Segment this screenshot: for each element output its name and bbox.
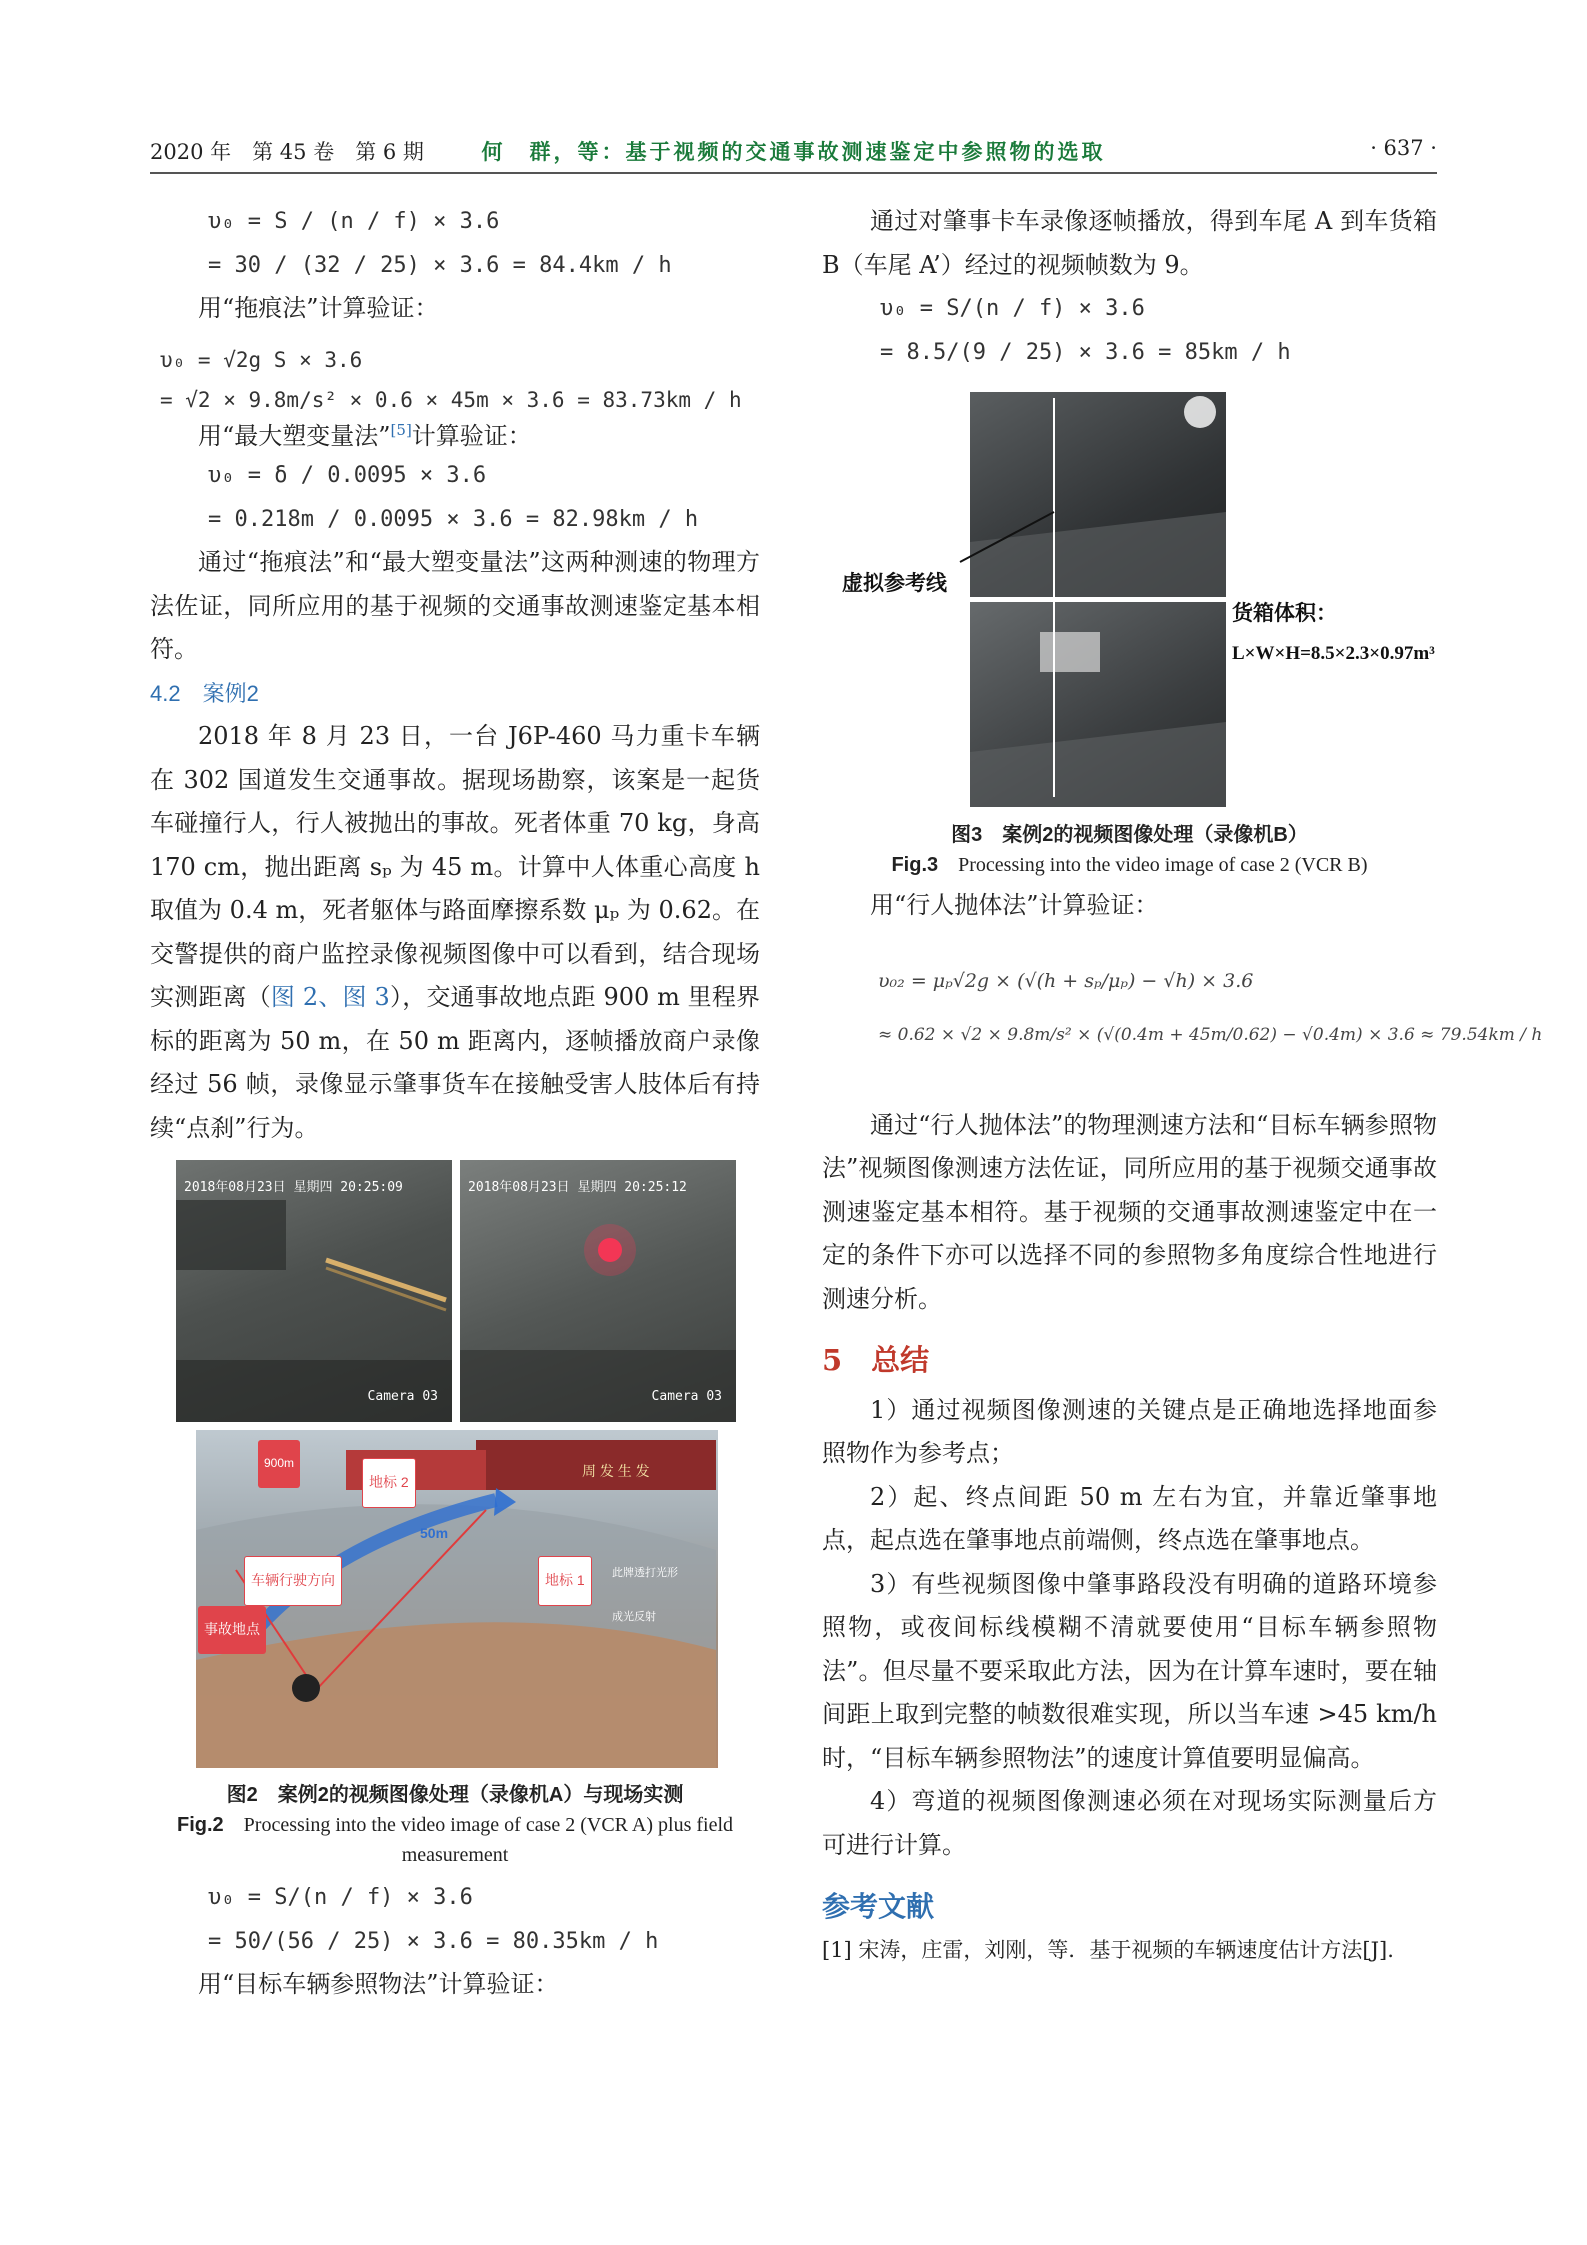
- label-virtual-line: 虚拟参考线: [842, 572, 947, 595]
- header-rule: [150, 172, 1437, 174]
- verify-throw-label: 用“行人抛体法”计算验证：: [870, 891, 1159, 919]
- references-heading: 参考文献: [822, 1890, 935, 1923]
- equation-4b: = 50/(56 / 25) × 3.6 = 80.35km / h: [208, 1928, 659, 1954]
- right-column: [822, 200, 1543, 1967]
- section-4-2-heading: 4.2 案例2: [150, 680, 259, 706]
- fig2-caption-en: Fig.2 Processing into the video image of case 2 (VCR A) plus field measurement: [176, 1814, 734, 1866]
- equation-1a: υ₀ = S / (n / f) × 3.6: [208, 209, 500, 234]
- conclusion-4: 4）弯道的视频图像测速必须在对现场实际测量后方可进行计算。: [822, 1787, 1437, 1859]
- paragraph-3: 通过对肇事卡车录像逐帧播放，得到车尾 A 到车货箱 B（车尾 A’）经过的视频帧数为 9。: [822, 207, 1437, 279]
- paragraph-1: 通过“拖痕法”和“最大塑变量法”这两种测速的物理方法佐证，同所应用的基于视频的交通事故测速鉴定基本相符。: [150, 548, 760, 663]
- throw-formula-block: [822, 928, 1543, 1104]
- reference-1: [1] 宋涛，庄雷，刘刚，等．基于视频的车辆速度估计方法[J].: [822, 1937, 1394, 1962]
- label-cargo-volume-title: 货箱体积：: [1232, 602, 1337, 625]
- paragraph-4: 通过“行人抛体法”的物理测速方法和“目标车辆参照物法”视频图像测速方法佐证，同所应用的基于视频交通事故测速鉴定基本相符。基于视频的交通事故测速鉴定中在一定的条件下亦可以选择不同的参照物多角度综合性地进行测速分析。: [822, 1110, 1437, 1313]
- conclusion-1: 1）通过视频图像测速的关键点是正确地选择地面参照物作为参考点；: [822, 1395, 1437, 1467]
- equation-2b: = √2 × 9.8m/s² × 0.6 × 45m × 3.6 = 83.73km / h: [160, 388, 742, 412]
- label-landmark-2: 地标 2: [362, 1458, 416, 1508]
- journal-issue: 2020 年 第 45 卷 第 6 期: [150, 140, 424, 164]
- fig3-caption-en: Fig.3 Processing into the video image of case 2 (VCR B): [891, 854, 1368, 876]
- figure-2: [150, 1160, 760, 1780]
- equation-2a: υ₀ = √2g S × 3.6: [160, 347, 363, 372]
- camera-label-2: Camera 03: [651, 1388, 722, 1404]
- verify-target-label: 用“目标车辆参照物法”计算验证：: [198, 1970, 559, 1998]
- camera-timestamp-1: 2018年08月23日 星期四 20:25:09: [184, 1180, 403, 1195]
- conclusion-3: 3）有些视频图像中肇事路段没有明确的道路环境参照物，或夜间标线模糊不清就要使用“目标车辆参照物法”。但尽量不要采取此方法，因为在计算车速时，要在轴间距上取到完整的帧数很难实现，所以当车速 >45 km/h 时，“目标车辆参照物法”的速度计算值要明显偏高。: [822, 1569, 1437, 1772]
- conclusion-2: 2）起、终点间距 50 m 左右为宜，并靠近肇事地点，起点选在肇事地点前端侧，终点选在肇事地点。: [822, 1482, 1437, 1554]
- camera-label-1: Camera 03: [367, 1388, 438, 1404]
- fig2-caption-cn: 图2 案例2的视频图像处理（录像机A）与现场实测: [226, 1784, 684, 1806]
- page-number: · 637 ·: [1370, 136, 1437, 160]
- throw-formula-1: υ₀₂ = μₚ√2g × (√(h + sₚ/μₚ) − √h) × 3.6: [878, 969, 1254, 992]
- label-accident-site: 事故地点: [198, 1606, 266, 1654]
- running-header: [150, 128, 1437, 168]
- paragraph-2: 2018 年 8 月 23 日，一台 J6P-460 马力重卡车辆在 302 国道发生交通事故。据现场勘察，该案是一起货车碰撞行人，行人被抛出的事故。死者体重 70 kg，身高 170 cm，抛出距离 sₚ 为 45 m。计算中人体重心高度 h 取值为 0.4 m，死者躯体与路面摩擦系数 μₚ 为 0.62。在交警提供的商户监控录像视频图像中可以看到，结合现场实测距离（图 2、图 3），交通事故地点距 900 m 里程界标的距离为 50 m，在 50 m 距离内，逐帧播放商户录像经过 56 帧，录像显示肇事货车在接触受害人肢体后有持续“点刹”行为。: [150, 722, 761, 1142]
- label-50m: 50m: [420, 1525, 449, 1541]
- equation-3b: = 0.218m / 0.0095 × 3.6 = 82.98km / h: [208, 506, 699, 532]
- site-photo: [196, 1430, 718, 1768]
- equation-5b: = 8.5/(9 / 25) × 3.6 = 85km / h: [880, 339, 1291, 365]
- label-landmark-1: 地标 1: [538, 1556, 592, 1606]
- equation-3a: υ₀ = δ / 0.0095 × 3.6: [208, 463, 487, 488]
- label-reflection-note: 此牌透打光形成光反射: [612, 1567, 678, 1623]
- label-cargo-volume-eq: L×W×H=8.5×2.3×0.97m³: [1232, 643, 1435, 664]
- camera-image-2: [460, 1160, 736, 1422]
- equation-1b: = 30 / (32 / 25) × 3.6 = 84.4km / h: [208, 252, 672, 278]
- fig3-caption-cn: 图3 案例2的视频图像处理（录像机B）: [951, 824, 1308, 846]
- left-column: [150, 200, 760, 2007]
- article-running-title: 何 群，等：基于视频的交通事故测速鉴定中参照物的选取: [481, 139, 1106, 164]
- equation-4a: υ₀ = S/(n / f) × 3.6: [208, 1885, 473, 1910]
- label-shop-sign: 周 发 生 发: [582, 1463, 650, 1479]
- label-driving-direction: 车辆行驶方向: [244, 1556, 342, 1606]
- throw-formula-2: ≈ 0.62 × √2 × 9.8m/s² × (√(0.4m + 45m/0.62) − √0.4m) × 3.6 ≈ 79.54km / h: [878, 1024, 1543, 1045]
- verify-deform-label: 用“最大塑变量法”[5]计算验证：: [198, 421, 532, 450]
- citation-5[interactable]: [5]: [390, 421, 412, 439]
- verify-drag-label: 用“拖痕法”计算验证：: [198, 294, 439, 322]
- equation-5a: υ₀ = S/(n / f) × 3.6: [880, 296, 1145, 321]
- label-900m: 900m: [258, 1440, 300, 1488]
- camera-image-1: [176, 1160, 452, 1422]
- figure-ref-link[interactable]: 图 2、图 3: [270, 983, 390, 1011]
- camera-timestamp-2: 2018年08月23日 星期四 20:25:12: [468, 1180, 687, 1195]
- section-5-heading: 5 总结: [822, 1343, 930, 1377]
- figure-3: [822, 392, 1437, 812]
